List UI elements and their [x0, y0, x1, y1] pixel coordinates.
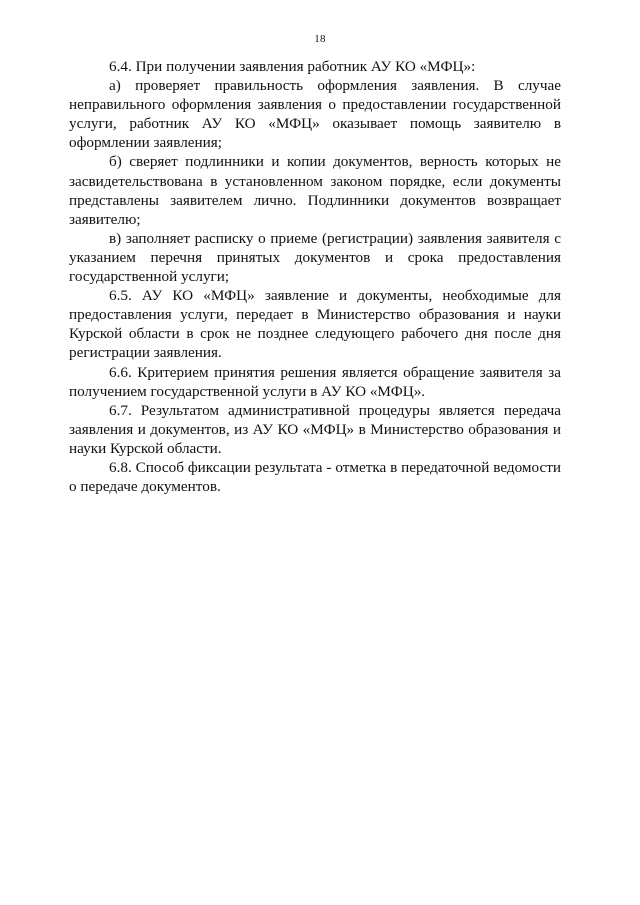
document-body	[69, 57, 561, 496]
paragraph-6-8: 6.8. Способ фиксации результата - отметка в передаточной ведомости о передаче документов.	[69, 458, 561, 496]
paragraph-6-6: 6.6. Критерием принятия решения является обращение заявителя за получением государственной услуги в АУ КО «МФЦ».	[69, 363, 561, 400]
paragraph-6-4-b: б) сверяет подлинники и копии документов, верность которых не засвидетельствована в установленном законом порядке, если документы представлены заявителем лично. Подлинники документов возвращает заявителю;	[69, 153, 561, 228]
paragraph-6-4-a: а) проверяет правильность оформления заявления. В случае неправильного оформления заявления о предоставлении государственной услуги, работник АУ КО «МФЦ» оказывает помощь заявителю в оформлении заявления;	[69, 77, 561, 152]
paragraph-6-5: 6.5. АУ КО «МФЦ» заявление и документы, необходимые для предоставления услуги, передает в Министерство образования и науки Курской области в срок не позднее следующего рабочего дня после дня регистрации заявления.	[69, 287, 561, 362]
paragraph-6-7: 6.7. Результатом административной процедуры является передача заявления и документов, из АУ КО «МФЦ» в Министерство образования и науки Курской области.	[69, 401, 561, 457]
paragraph-6-4: 6.4. При получении заявления работник АУ КО «МФЦ»:	[109, 58, 476, 75]
page-number: 18	[314, 33, 326, 45]
paragraph-6-4-v: в) заполняет расписку о приеме (регистрации) заявления заявителя с указанием перечня принятых документов и срока предоставления государственной услуги;	[69, 229, 561, 286]
